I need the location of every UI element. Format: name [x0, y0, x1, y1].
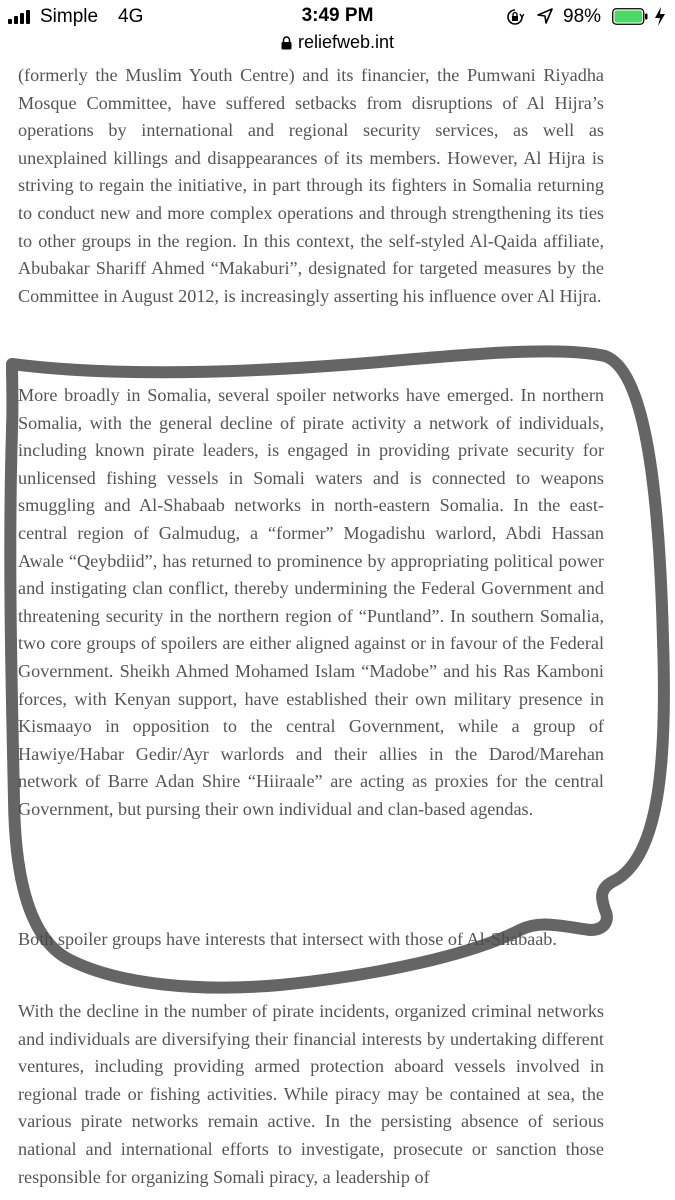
article-paragraph: More broadly in Somalia, several spoiler networks have emerged. In northern Somalia, with the general decline of pirate activity a network of individuals, including known pirate leaders, is engaged in providing private security for unlicensed fishing vessels in Somali waters and is connected to weapons smuggling and Al-Shabaab networks in north-eastern Somalia. In the east-central region of Galmudug, a “former” Mogadishu warlord, Abdi Hassan Awale “Qeybdiid”, has returned to prominence by appropriating political power and instigating clan conflict, thereby undermining the Federal Government and threatening security in the northern region of “Puntland”. In southern Somalia, two core groups of spoilers are either aligned against or in favour of the Federal Government. Sheikh Ahmed Mohamed Islam “Madobe” and his Ras Kamboni forces, with Kenyan support, have established their own military presence in Kismaayo in opposition to the central Government, while a group of Hawiye/Habar Gedir/Ayr warlords and their allies in the Darod/Marehan network of Barre Adan Shire “Hiiraale” are acting as proxies for the central Government, but pursing their own individual and clan-based agendas.: [18, 385, 604, 819]
charging-icon: [654, 7, 666, 26]
url-bar[interactable]: [0, 32, 675, 58]
status-bar: [0, 0, 675, 34]
network-type: 4G: [118, 6, 144, 27]
clock: 3:49 PM: [301, 5, 374, 26]
location-icon: [537, 8, 553, 24]
orientation-lock-icon: [506, 8, 524, 26]
lock-icon: [281, 36, 292, 50]
article-paragraph: (formerly the Muslim Youth Centre) and its financier, the Pumwani Riyadha Mosque Committee, have suffered setbacks from disruptions of Al Hijra’s operations by international and regional security services, as well as unexplained killings and disappearances of its members. However, Al Hijra is striving to regain the initiative, in part through its fighters in Somalia returning to conduct new and more complex operations and through strengthening its ties to other groups in the region. In this context, the self-styled Al-Qaida affiliate, Abubakar Shariff Ahmed “Makaburi”, designated for targeted measures by the Committee in August 2012, is increasingly asserting his influence over Al Hijra.: [18, 65, 604, 306]
battery-icon: [612, 8, 648, 25]
carrier-name: Simple: [40, 6, 99, 27]
url-domain[interactable]: reliefweb.int: [297, 32, 395, 52]
article-paragraph: With the decline in the number of pirate incidents, organized criminal networks and individuals are diversifying their financial interests by undertaking different ventures, including providing armed protection aboard vessels involved in regional trade or fishing activities. While piracy may be contained at sea, the various pirate networks remain active. In the persisting absence of serious national and international efforts to investigate, prosecute or sanction those responsible for organizing Somali piracy, a leadership of: [18, 1001, 604, 1187]
battery-percent: 98%: [563, 6, 602, 27]
article-paragraph: Both spoiler groups have interests that intersect with those of Al-Shabaab.: [18, 929, 557, 949]
